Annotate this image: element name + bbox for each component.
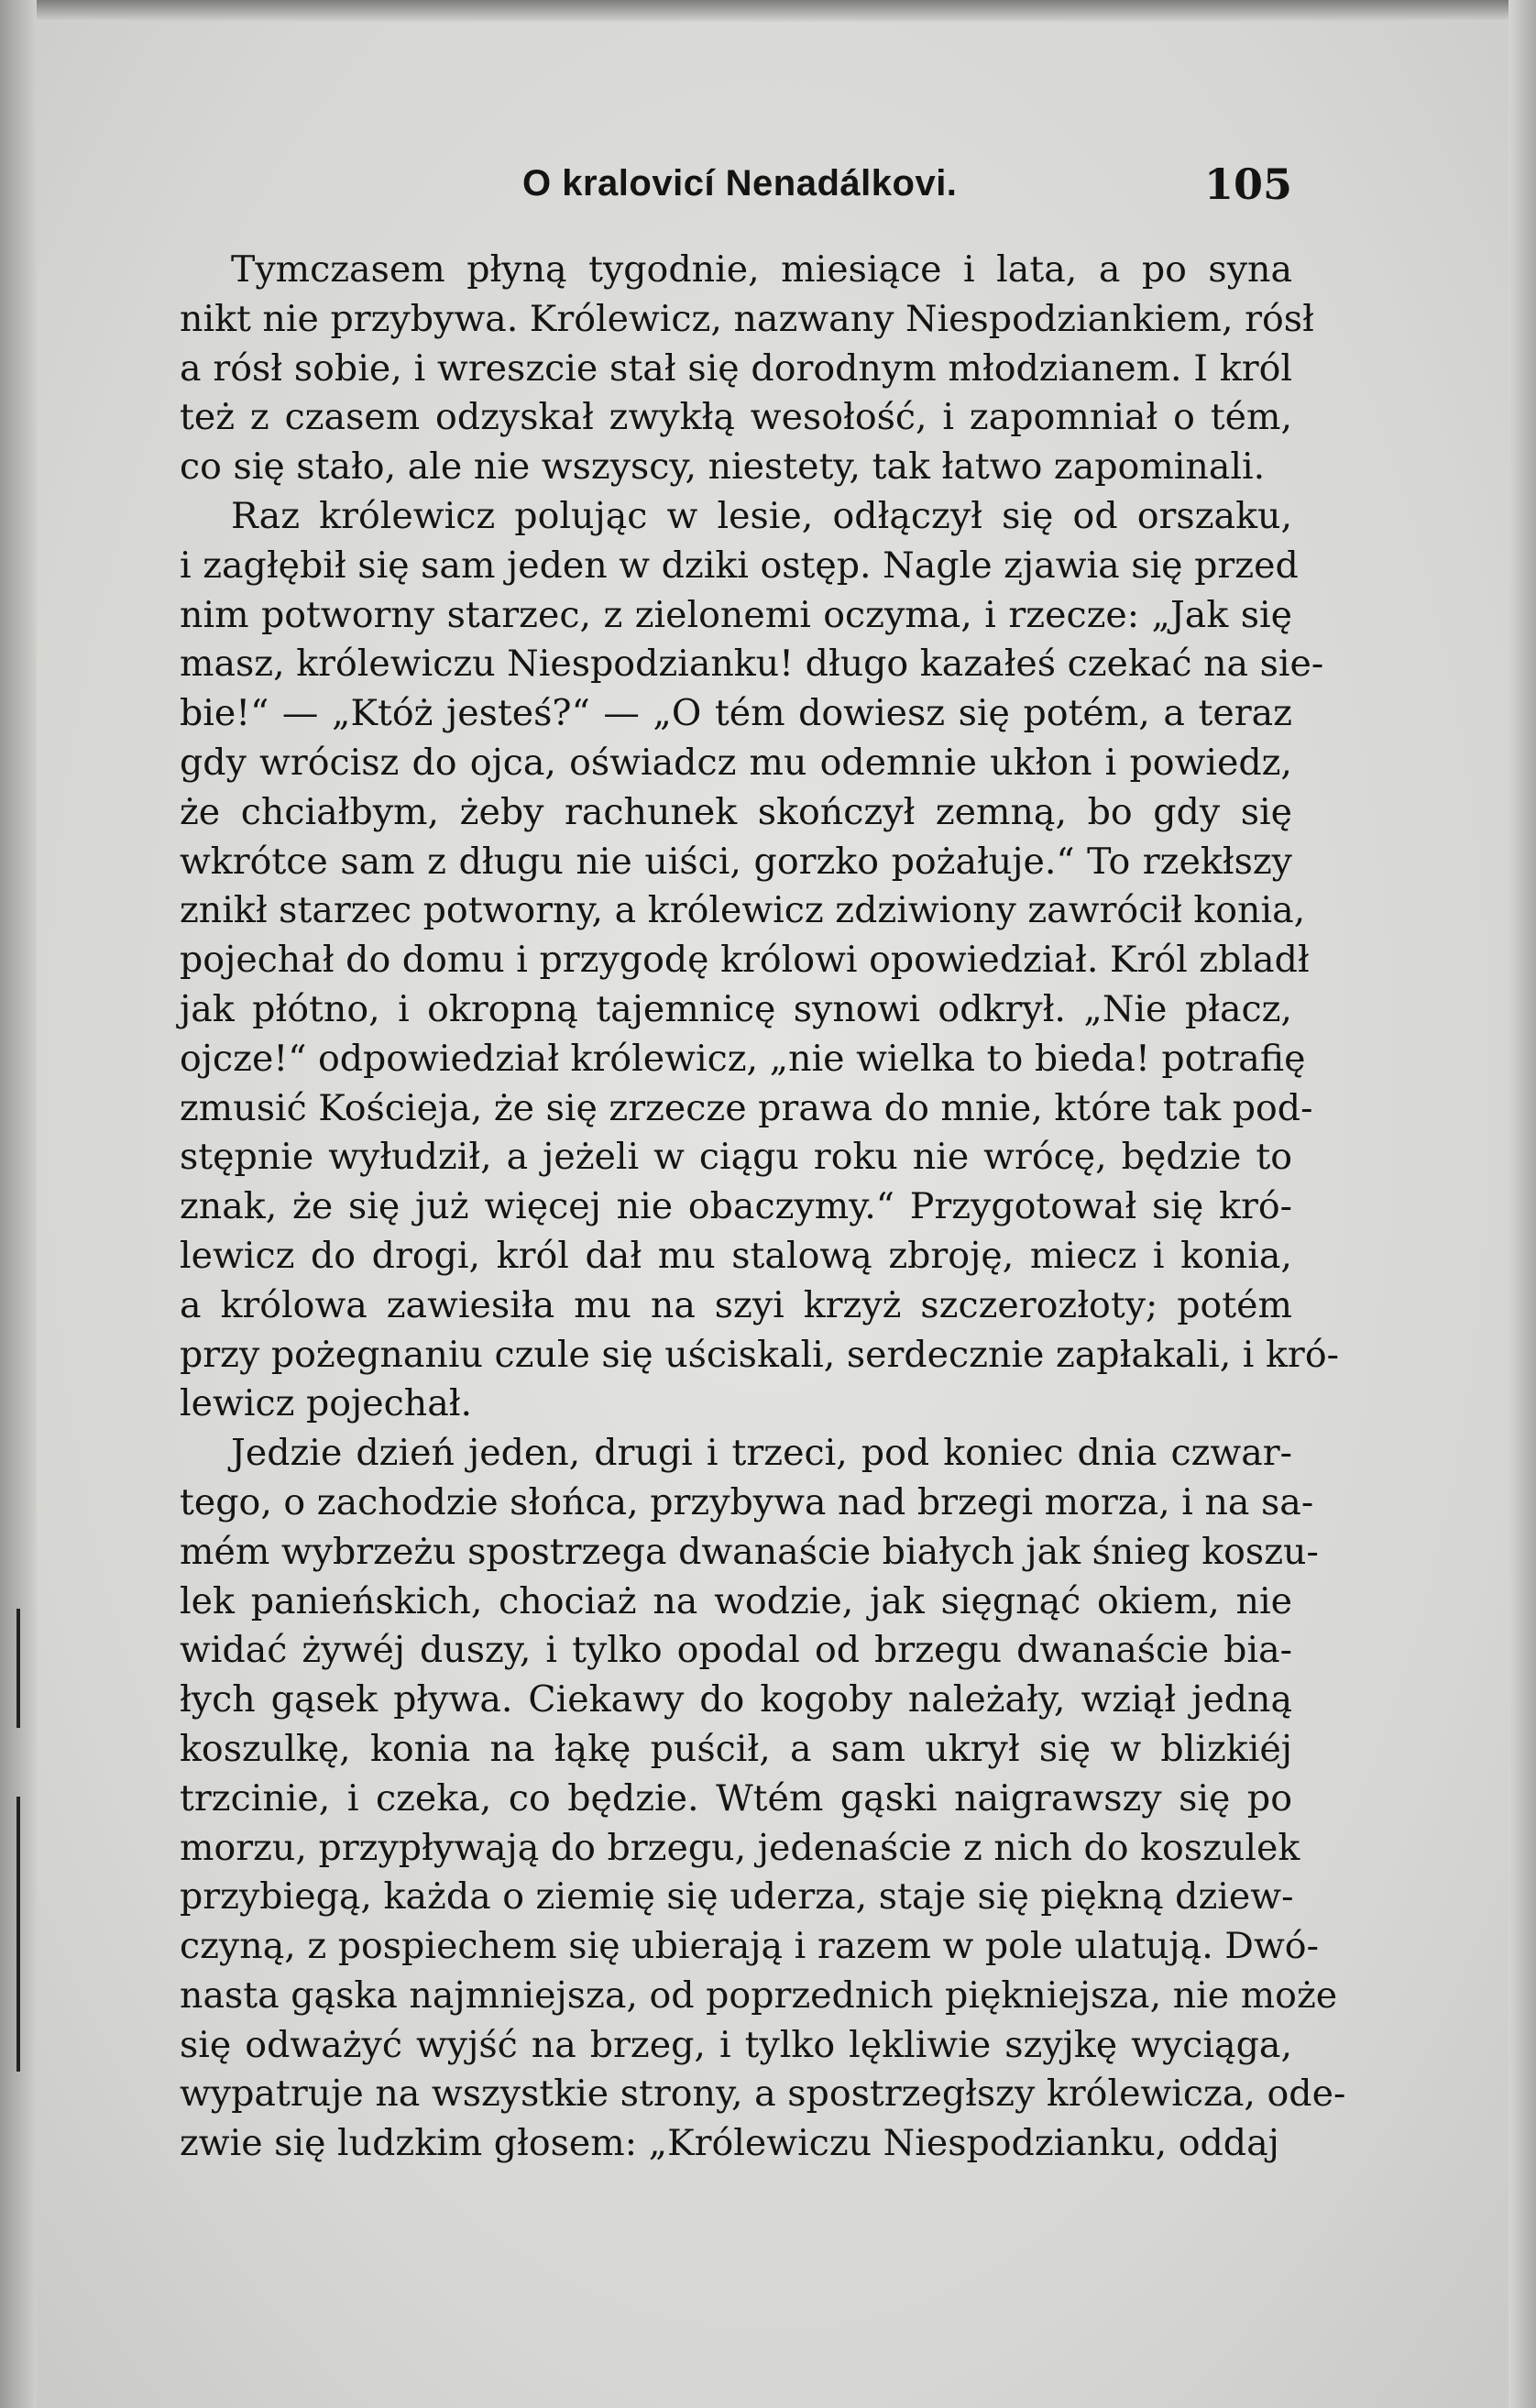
page-number: 105 (1203, 159, 1292, 209)
margin-rule (16, 1609, 20, 1728)
text-line: jak płótno, i okropną tajemnicę synowi odkrył. „Nie płacz, (180, 987, 1292, 1030)
scan-shadow-top (0, 0, 1536, 22)
text-line: zmusić Kościeja, że się zrzecze prawa do mnie, które tak pod- (180, 1086, 1313, 1129)
text-line: nikt nie przybywa. Królewicz, nazwany Niespodziankiem, rósł (180, 297, 1314, 340)
text-line: wkrótce sam z długu nie uiści, gorzko pożałuje.“ To rzekłszy (180, 840, 1292, 883)
page-header (183, 159, 1292, 218)
text-line: widać żywéj duszy, i tylko opodal od brzegu dwanaście bia- (180, 1629, 1292, 1672)
text-line: przybiegą, każda o ziemię się uderza, staje się piękną dziew- (180, 1875, 1294, 1919)
text-line: Jedzie dzień jeden, drugi i trzeci, pod koniec dnia czwar- (231, 1432, 1292, 1475)
text-line: nasta gąska najmniejsza, od poprzednich piękniejsza, nie może (180, 1974, 1338, 2017)
text-line: znikł starzec potworny, a królewicz zdziwiony zawrócił konia, (180, 889, 1306, 932)
text-line: lewicz do drogi, król dał mu stalową zbroję, miecz i konia, (180, 1234, 1292, 1277)
text-line: pojechał do domu i przygodę królowi opowiedział. Król zbladł (180, 939, 1310, 982)
text-line: i zagłębił się sam jeden w dziki ostęp. Nagle zjawia się przed (180, 544, 1299, 587)
text-line: łych gąsek pływa. Ciekawy do kogoby należały, wziął jedną (180, 1678, 1292, 1721)
text-line: morzu, przypływają do brzegu, jedenaście z nich do koszulek (180, 1826, 1300, 1869)
body-text (180, 246, 1346, 2169)
text-line: masz, królewiczu Niespodzianku! długo kazałeś czekać na sie- (180, 643, 1324, 686)
text-line: stępnie wyłudził, a jeżeli w ciągu roku nie wrócę, będzie to (180, 1136, 1292, 1179)
text-line: lek panieńskich, chociaż na wodzie, jak sięgnąć okiem, nie (180, 1579, 1292, 1622)
text-line: koszulkę, konia na łąkę puścił, a sam ukrył się w blizkiéj (180, 1727, 1292, 1770)
text-line: Raz królewicz polując w lesie, odłączył się od orszaku, (231, 494, 1292, 537)
text-line: bie!“ — „Któż jesteś?“ — „O tém dowiesz się potém, a teraz (180, 692, 1292, 735)
text-line: a rósł sobie, i wreszcie stał się dorodnym młodzianem. I król (180, 346, 1292, 390)
text-line: ojcze!“ odpowiedział królewicz, „nie wielka to bieda! potrafię (180, 1037, 1306, 1080)
text-line: nim potworny starzec, z zielonemi oczyma, i rzecze: „Jak się (180, 593, 1292, 636)
text-line: lewicz pojechał. (180, 1382, 473, 1425)
text-line: Tymczasem płyną tygodnie, miesiące i lata, a po syna (231, 248, 1292, 291)
scan-shadow-right (1509, 0, 1536, 2408)
text-line: znak, że się już więcej nie obaczymy.“ Przygotował się kró- (180, 1185, 1292, 1228)
margin-rule (16, 1797, 20, 2072)
text-line: mém wybrzeżu spostrzega dwanaście białych jak śnieg koszu- (180, 1530, 1319, 1573)
text-line: gdy wrócisz do ojca, oświadcz mu odemnie ukłon i powiedz, (180, 741, 1292, 784)
text-line: że chciałbym, żeby rachunek skończył zemną, bo gdy się (180, 790, 1292, 833)
text-line: zwie się ludzkim głosem: „Królewiczu Niespodzianku, oddaj (180, 2122, 1279, 2165)
text-line: się odważyć wyjść na brzeg, i tylko lękliwie szyjkę wyciąga, (180, 2023, 1292, 2066)
text-line: a królowa zawiesiła mu na szyi krzyż szczerozłoty; potém (180, 1283, 1292, 1326)
running-title: O kralovicí Nenadálkovi. (522, 163, 958, 203)
text-line: trzcinie, i czeka, co będzie. Wtém gąski naigrawszy się po (180, 1776, 1292, 1820)
text-line: czyną, z pospiechem się ubierają i razem w pole ulatują. Dwó- (180, 1925, 1319, 1968)
text-line: też z czasem odzyskał zwykłą wesołość, i zapomniał o tém, (180, 396, 1292, 439)
text-line: co się stało, ale nie wszyscy, niestety, tak łatwo zapominali. (180, 445, 1266, 489)
text-line: wypatruje na wszystkie strony, a spostrzegłszy królewicza, ode- (180, 2073, 1346, 2116)
text-line: tego, o zachodzie słońca, przybywa nad brzegi morza, i na sa- (180, 1480, 1314, 1523)
text-line: przy pożegnaniu czule się uściskali, serdecznie zapłakali, i kró- (180, 1333, 1339, 1376)
